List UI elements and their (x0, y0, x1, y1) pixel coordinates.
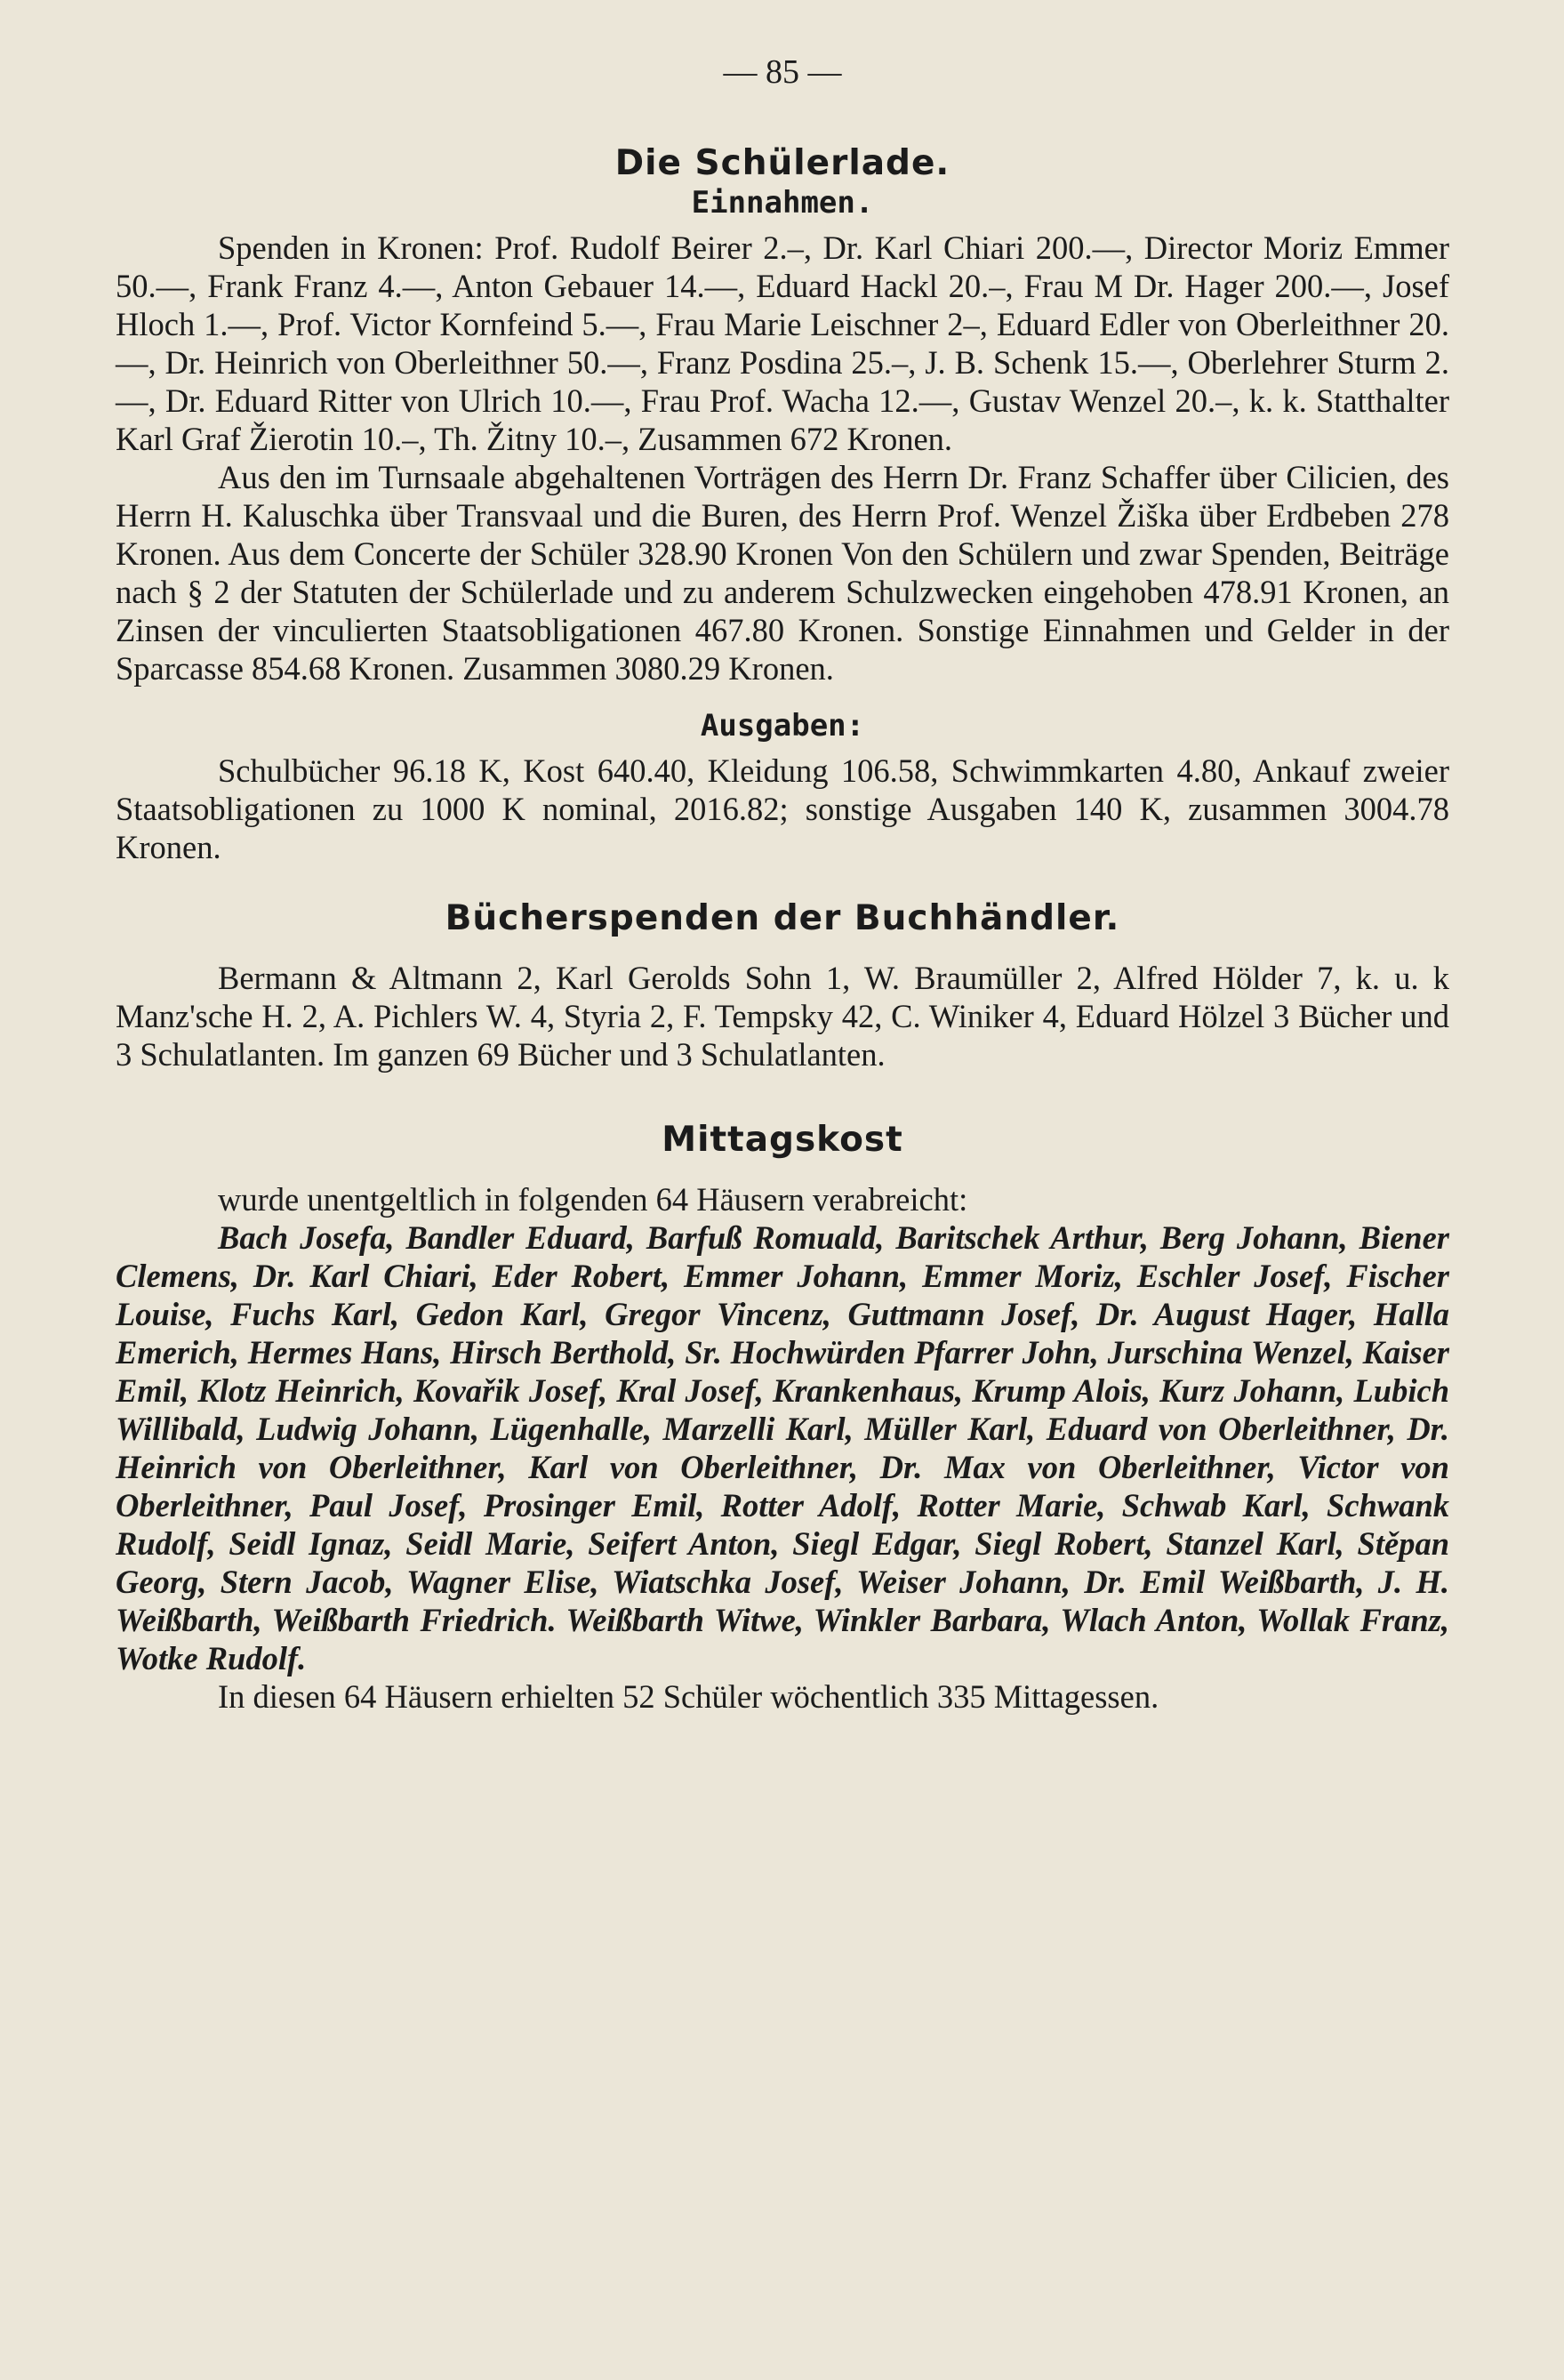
income-donations-paragraph: Spenden in Kronen: Prof. Rudolf Beirer 2.–, Dr. Karl Chiari 200.—, Director Moriz Emmer 50.—, Frank Franz 4.—, Anton Gebauer 14.—, Eduard Hackl 20.–, Frau M Dr. Hager 200.—, Josef Hloch 1.—, Prof. Victor Kornfeind 5.—, Frau Marie Leischner 2–, Eduard Edler von Oberleithner 20.—, Dr. Heinrich von Oberleithner 50.—, Franz Posdina 25.–, J. B. Schenk 15.—, Oberlehrer Sturm 2.—, Dr. Eduard Ritter von Ulrich 10.—, Frau Prof. Wacha 12.—, Gustav Wenzel 20.–, k. k. Statthalter Karl Graf Žierotin 10.–, Th. Žitny 10.–, Zusammen 672 Kronen. (116, 229, 1449, 457)
book-donations-paragraph: Bermann & Altmann 2, Karl Gerolds Sohn 1, W. Braumüller 2, Alfred Hölder 7, k. u. k Manz'sche H. 2, A. Pichlers W. 4, Styria 2, F. Tempsky 42, C. Winiker 4, Eduard Hölzel 3 Bücher und 3 Schulatlanten. Im ganzen 69 Bücher und 3 Schulatlanten. (116, 960, 1449, 1073)
expenses-paragraph: Schulbücher 96.18 K, Kost 640.40, Kleidung 106.58, Schwimmkarten 4.80, Ankauf zweier Staatsobligationen zu 1000 K nominal, 2016.82; sonstige Ausgaben 140 K, zusammen 3004.78 Kronen. (116, 752, 1449, 865)
lunch-intro-paragraph: wurde unentgeltlich in folgenden 64 Häusern verabreicht: (218, 1181, 968, 1218)
section-title-buecherspenden: Bücherspenden der Buchhändler. (445, 898, 1120, 938)
page-number: — 85 — (723, 53, 842, 91)
lunch-closing-paragraph: In diesen 64 Häusern erhielten 52 Schüler wöchentlich 335 Mittagessen. (218, 1678, 1159, 1715)
income-other-paragraph: Aus den im Turnsaale abgehaltenen Vorträgen des Herrn Dr. Franz Schaffer über Cilicien, des Herrn H. Kaluschka über Transvaal und die Buren, des Herrn Prof. Wenzel Žiška über Erdbeben 278 Kronen. Aus dem Concerte der Schüler 328.90 Kronen Von den Schülern und zwar Spenden, Beiträge nach § 2 der Statuten der Schülerlade und zu anderem Schulzwecken eingehoben 478.91 Kronen, an Zinsen der vinculierten Staatsobligationen 467.80 Kronen. Sonstige Einnahmen und Gelder in der Sparcasse 854.68 Kronen. Zusammen 3080.29 Kronen. (116, 459, 1449, 687)
subsection-title-ausgaben: Ausgaben: (700, 708, 865, 744)
subsection-title-einnahmen: Einnahmen. (691, 185, 874, 221)
section-title-schuelerlade: Die Schülerlade. (614, 143, 950, 183)
lunch-households-list: Bach Josefa, Bandler Eduard, Barfuß Romuald, Baritschek Arthur, Berg Johann, Biener Clemens, Dr. Karl Chiari, Eder Robert, Emmer Johann, Emmer Moriz, Eschler Josef, Fischer Louise, Fuchs Karl, Gedon Karl, Gregor Vincenz, Guttmann Josef, Dr. August Hager, Halla Emerich, Hermes Hans, Hirsch Berthold, Sr. Hochwürden Pfarrer John, Jurschina Wenzel, Kaiser Emil, Klotz Heinrich, Kovařik Josef, Kral Josef, Krankenhaus, Krump Alois, Kurz Johann, Lubich Willibald, Ludwig Johann, Lügenhalle, Marzelli Karl, Müller Karl, Eduard von Oberleithner, Dr. Heinrich von Oberleithner, Karl von Oberleithner, Dr. Max von Oberleithner, Victor von Oberleithner, Paul Josef, Prosinger Emil, Rotter Adolf, Rotter Marie, Schwab Karl, Schwank Rudolf, Seidl Ignaz, Seidl Marie, Seifert Anton, Siegl Edgar, Siegl Robert, Stanzel Karl, Stěpan Georg, Stern Jacob, Wagner Elise, Wiatschka Josef, Weiser Johann, Dr. Emil Weißbarth, J. H. Weißbarth, Weißbarth Friedrich. Weißbarth Witwe, Winkler Barbara, Wlach Anton, Wollak Franz, Wotke Rudolf. (116, 1219, 1449, 1676)
document-page (116, 53, 1449, 1716)
section-title-mittagskost: Mittagskost (662, 1120, 903, 1160)
